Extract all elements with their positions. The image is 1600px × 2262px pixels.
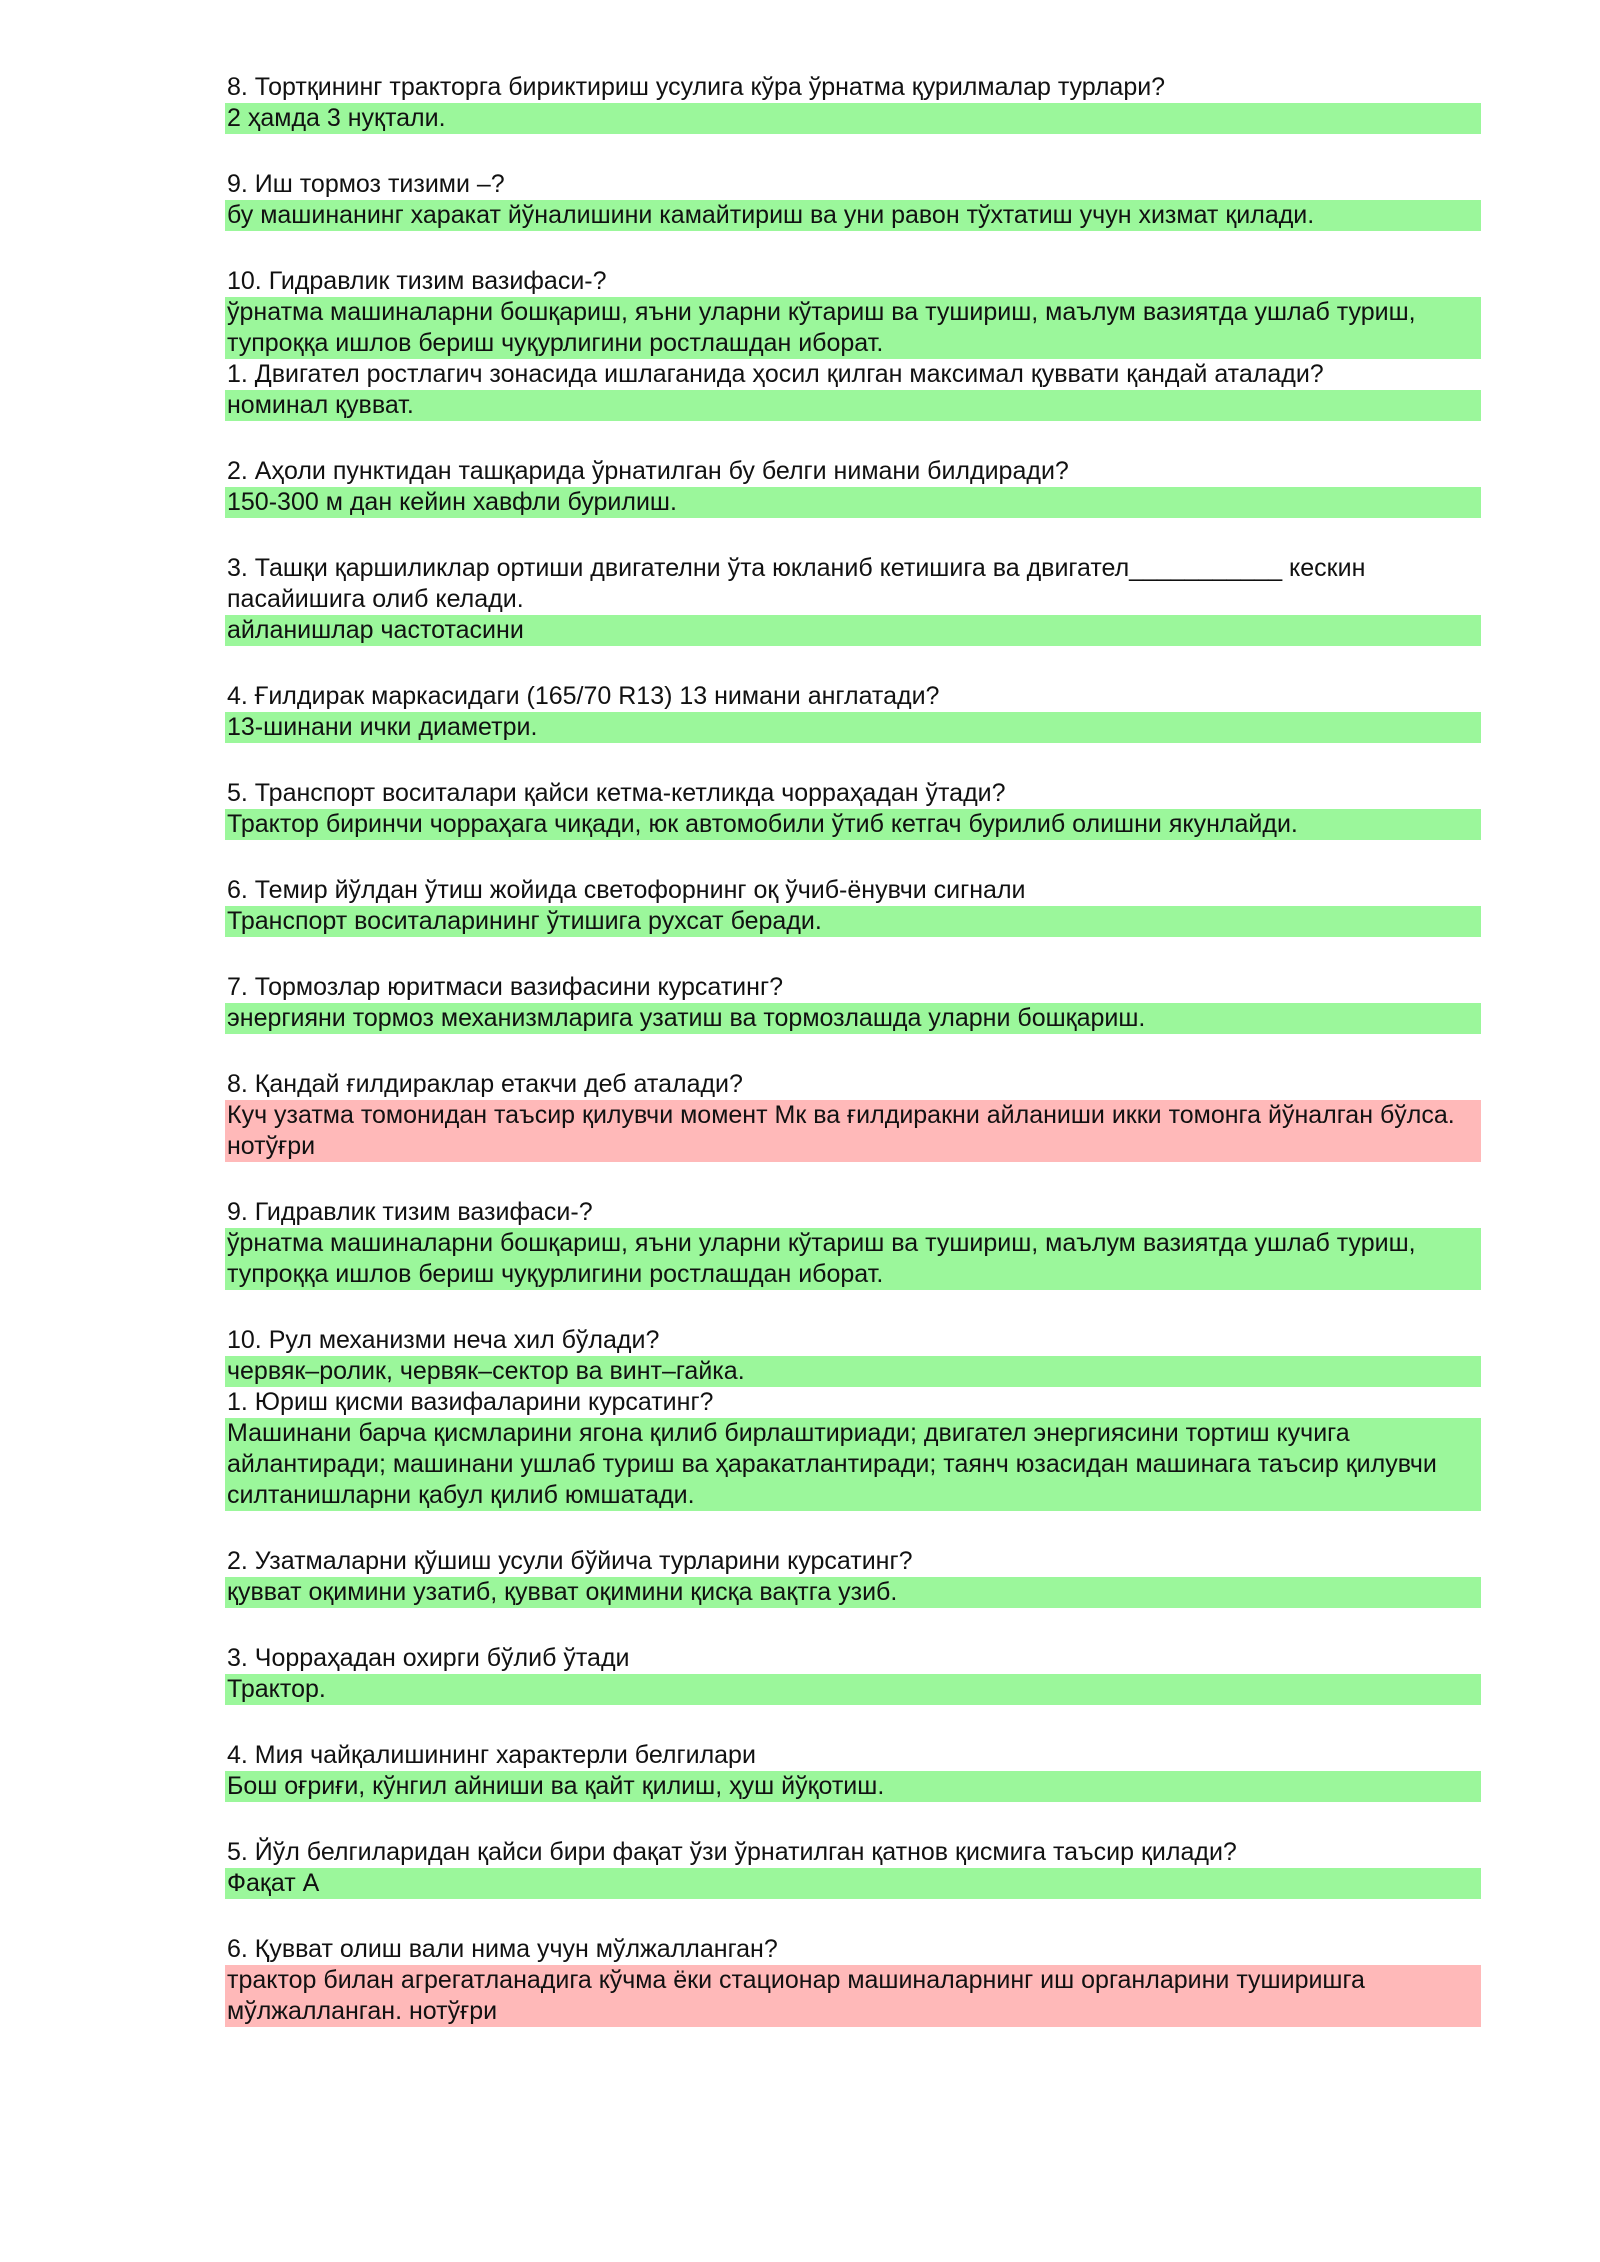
question-block — [227, 1387, 1479, 1511]
spacer — [227, 743, 1479, 778]
question-text: 3. Ташқи қаршиликлар ортиши двигателни ўта юкланиб кетишига ва двигател___________ кескин пасайишига олиб келади. — [227, 554, 1373, 613]
question-block — [227, 1740, 1479, 1802]
spacer — [227, 421, 1479, 456]
question-text: 3. Чорраҳадан охирги бўлиб ўтади — [227, 1644, 630, 1672]
question-text: 7. Тормозлар юритмаси вазифасини курсатинг? — [227, 973, 783, 1001]
answer-correct: бу машинанинг харакат йўналишини камайтириш ва уни равон тўхтатиш учун хизмат қилади. — [225, 200, 1481, 231]
question-block — [227, 553, 1479, 646]
spacer — [227, 134, 1479, 169]
spacer — [227, 1608, 1479, 1643]
answer-correct: ўрнатма машиналарни бошқариш, яъни уларни кўтариш ва тушириш, маълум вазиятда ушлаб туриш, тупроққа ишлов бериш чуқурлигини ростлашдан иборат. — [225, 297, 1481, 359]
question-block — [227, 1069, 1479, 1162]
question-text: 10. Рул механизми неча хил бўлади? — [227, 1326, 660, 1354]
answer-correct: ўрнатма машиналарни бошқариш, яъни уларни кўтариш ва тушириш, маълум вазиятда ушлаб туриш, тупроққа ишлов бериш чуқурлигини ростлашдан иборат. — [225, 1228, 1481, 1290]
spacer — [227, 1162, 1479, 1197]
question-text: 6. Темир йўлдан ўтиш жойида светофорнинг оқ ўчиб-ёнувчи сигнали — [227, 876, 1026, 904]
spacer — [227, 1802, 1479, 1837]
question-text: 8. Қандай ғилдираклар етакчи деб аталади? — [227, 1070, 743, 1098]
spacer — [227, 231, 1479, 266]
answer-correct: 2 ҳамда 3 нуқтали. — [225, 103, 1481, 134]
question-text: 9. Гидравлик тизим вазифаси-? — [227, 1198, 593, 1226]
question-text: 8. Тортқининг тракторга бириктириш усулига кўра ўрнатма қурилмалар турлари? — [227, 73, 1166, 101]
answer-correct: энергияни тормоз механизмларига узатиш ва тормозлашда уларни бошқариш. — [225, 1003, 1481, 1034]
spacer — [227, 1290, 1479, 1325]
answer-correct: Бош оғриғи, кўнгил айниши ва қайт қилиш, ҳуш йўқотиш. — [225, 1771, 1481, 1802]
answer-correct: 13-шинани ички диаметри. — [225, 712, 1481, 743]
question-block — [227, 1934, 1479, 2027]
question-block — [227, 1837, 1479, 1899]
question-block — [227, 266, 1479, 359]
question-block — [227, 72, 1479, 134]
question-text: 6. Қувват олиш вали нима учун мўлжалланган? — [227, 1935, 778, 1963]
answer-correct: Фақат А — [225, 1868, 1481, 1899]
question-block — [227, 875, 1479, 937]
question-block — [227, 778, 1479, 840]
question-text: 4. Ғилдирак маркасидаги (165/70 R13) 13 нимани англатади? — [227, 682, 940, 710]
answer-correct: 150-300 м дан кейин хавфли бурилиш. — [225, 487, 1481, 518]
answer-correct: Трактор биринчи чорраҳага чиқади, юк автомобили ўтиб кетгач бурилиб олишни якунлайди. — [225, 809, 1481, 840]
question-block — [227, 1197, 1479, 1290]
spacer — [227, 646, 1479, 681]
spacer — [227, 1034, 1479, 1069]
answer-correct: Трактор. — [225, 1674, 1481, 1705]
question-block — [227, 169, 1479, 231]
question-text: 1. Двигател ростлагич зонасида ишлаганида ҳосил қилган максимал қуввати қандай аталади? — [227, 360, 1324, 388]
question-text: 9. Иш тормоз тизими –? — [227, 170, 505, 198]
answer-incorrect: трактор билан агрегатланадига кўчма ёки стационар машиналарнинг иш органларини туширишга мўлжалланган. нотўғри — [225, 1965, 1481, 2027]
question-block — [227, 681, 1479, 743]
question-text: 5. Транспорт воситалари қайси кетма-кетликда чорраҳадан ўтади? — [227, 779, 1006, 807]
answer-correct: Машинани барча қисмларини ягона қилиб бирлаштириади; двигател энергиясини тортиш кучига айлантиради; машинани ушлаб туриш ва ҳаракатлантиради; таянч юзасидан машинага таъсир қилувчи силтанишларни қабул қилиб юмшатади. — [225, 1418, 1481, 1511]
question-block — [227, 972, 1479, 1034]
answer-correct: номинал қувват. — [225, 390, 1481, 421]
answer-correct: қувват оқимини узатиб, қувват оқимини қисқа вақтга узиб. — [225, 1577, 1481, 1608]
spacer — [227, 937, 1479, 972]
question-block — [227, 1546, 1479, 1608]
question-text: 1. Юриш қисми вазифаларини курсатинг? — [227, 1388, 714, 1416]
question-block — [227, 456, 1479, 518]
question-text: 4. Мия чайқалишининг характерли белгилари — [227, 1741, 756, 1769]
question-block — [227, 1643, 1479, 1705]
spacer — [227, 1511, 1479, 1546]
question-text: 10. Гидравлик тизим вазифаси-? — [227, 267, 607, 295]
question-text: 5. Йўл белгиларидан қайси бири фақат ўзи ўрнатилган қатнов қисмига таъсир қилади? — [227, 1838, 1237, 1866]
question-list — [227, 72, 1479, 2027]
spacer — [227, 518, 1479, 553]
spacer — [227, 840, 1479, 875]
answer-correct: Транспорт воситаларининг ўтишига рухсат беради. — [225, 906, 1481, 937]
question-text: 2. Узатмаларни қўшиш усули бўйича турларини курсатинг? — [227, 1547, 913, 1575]
question-block — [227, 1325, 1479, 1387]
spacer — [227, 1899, 1479, 1934]
answer-correct: червяк–ролик, червяк–сектор ва винт–гайка. — [225, 1356, 1481, 1387]
question-block — [227, 359, 1479, 421]
answer-incorrect: Куч узатма томонидан таъсир қилувчи момент Мк ва ғилдиракни айланиши икки томонга йўналган бўлса. нотўғри — [225, 1100, 1481, 1162]
answer-correct: айланишлар частотасини — [225, 615, 1481, 646]
question-text: 2. Аҳоли пунктидан ташқарида ўрнатилган бу белги нимани билдиради? — [227, 457, 1069, 485]
spacer — [227, 1705, 1479, 1740]
